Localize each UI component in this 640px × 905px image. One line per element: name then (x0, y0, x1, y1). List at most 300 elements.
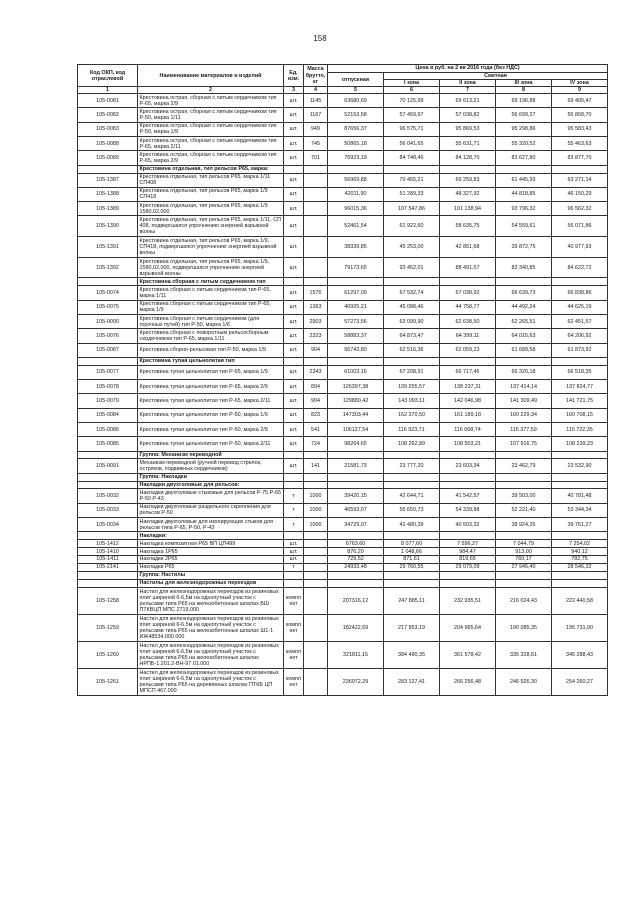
empty-cell (284, 579, 304, 587)
item-mass (304, 614, 328, 641)
item-code: 105-0085 (78, 437, 138, 451)
price-otpusknaya: 76923,19 (328, 151, 384, 165)
item-mass: 1000 (304, 489, 328, 503)
col-number: 5 (328, 87, 384, 94)
item-code: 105-0088 (78, 137, 138, 151)
item-mass: 894 (304, 380, 328, 394)
empty-cell (304, 473, 328, 481)
item-code: 105-0077 (78, 365, 138, 379)
item-unit: т (284, 518, 304, 532)
price-zone-1: 29 760,55 (384, 563, 440, 571)
price-zone-3: 39 503,00 (496, 489, 552, 503)
price-otpusknaya: 34729,07 (328, 518, 384, 532)
price-zone-2: 266 256,48 (440, 668, 496, 695)
item-mass: 904 (304, 343, 328, 357)
item-mass (304, 548, 328, 556)
header-zone-4: IV зона (552, 80, 608, 87)
item-code: 105-1259 (78, 614, 138, 641)
empty-cell (328, 579, 384, 587)
item-unit: компл ект (284, 587, 304, 614)
price-zone-1: 41 480,39 (384, 518, 440, 532)
header-mass: Масса брутто, кг (304, 65, 328, 87)
item-mass: 904 (304, 394, 328, 408)
item-name: Накладки 2Р65 (138, 556, 284, 564)
price-zone-4: 782,75 (552, 556, 608, 564)
item-code: 105-2141 (78, 563, 138, 571)
item-mass (304, 668, 328, 695)
empty-cell (496, 165, 552, 173)
price-zone-3: 216 024,43 (496, 587, 552, 614)
item-name: Крестовина сборная с поворотным рельсосборным сердечником тип Р-65, марка 1/11 (138, 329, 284, 343)
item-mass: 1363 (304, 300, 328, 314)
price-zone-4: 345 288,43 (552, 641, 608, 668)
price-zone-1: 55 650,73 (384, 503, 440, 517)
price-otpusknaya: 40925,21 (328, 300, 384, 314)
header-name: Наименование материалов и изделий (138, 65, 284, 87)
empty-cell (304, 481, 328, 489)
item-code: 105-1388 (78, 187, 138, 201)
price-zone-3: 56 699,27 (496, 108, 552, 122)
table-row (78, 614, 608, 641)
empty-cell (496, 579, 552, 587)
price-zone-3: 61 445,93 (496, 173, 552, 187)
item-code: 105-1261 (78, 668, 138, 695)
group-code-cell (78, 571, 138, 579)
table-row (78, 257, 608, 278)
price-zone-3: 335 328,61 (496, 641, 552, 668)
price-zone-2: 29 079,09 (440, 563, 496, 571)
table-row (78, 548, 608, 556)
item-unit: шт. (284, 300, 304, 314)
price-zone-2: 361 578,42 (440, 641, 496, 668)
empty-cell (440, 481, 496, 489)
price-zone-4: 40 977,93 (552, 237, 608, 258)
item-name: Накладка 1Р65 (138, 548, 284, 556)
empty-cell (440, 532, 496, 540)
price-zone-2: 88 491,57 (440, 257, 496, 278)
empty-cell (384, 579, 440, 587)
header-zone-1: I зона (384, 80, 440, 87)
header-zone-3: III зона (496, 80, 552, 87)
header-zone-2: II зона (440, 80, 496, 87)
price-zone-2: 57 038,82 (440, 108, 496, 122)
price-zone-2: 108 503,21 (440, 437, 496, 451)
table-row (78, 329, 608, 343)
item-mass: 724 (304, 437, 328, 451)
price-zone-3: 44 818,85 (496, 187, 552, 201)
item-name: Крестовина тупая цельнолитая тип Р-65, марка 2/9 (138, 380, 284, 394)
price-zone-1: 283 127,41 (384, 668, 440, 695)
item-name: Крестовина сборно-рельсовая тип Р-50, марка 1/9 (138, 343, 284, 357)
item-mass: 1000 (304, 518, 328, 532)
item-unit: шт. (284, 94, 304, 108)
table-row (78, 503, 608, 517)
item-unit: компл ект (284, 614, 304, 641)
price-zone-3: 83 627,80 (496, 151, 552, 165)
col-number: 1 (78, 87, 138, 94)
empty-cell (384, 357, 440, 365)
price-zone-3: 44 492,24 (496, 300, 552, 314)
col-number: 8 (496, 87, 552, 94)
price-zone-1: 162 370,50 (384, 408, 440, 422)
item-code: 105-0091 (78, 459, 138, 473)
price-zone-2: 69 613,21 (440, 94, 496, 108)
table-body (78, 94, 608, 696)
item-unit: шт. (284, 540, 304, 548)
price-zone-4: 141 721,75 (552, 394, 608, 408)
item-name: Крестовина тупая цельнолитая тип Р-50, марка 1/9 (138, 408, 284, 422)
price-otpusknaya: 729,52 (328, 556, 384, 564)
price-zone-2: 44 758,77 (440, 300, 496, 314)
empty-cell (384, 532, 440, 540)
group-row (78, 481, 608, 489)
col-number: 6 (384, 87, 440, 94)
item-code: 105-1410 (78, 548, 138, 556)
header-code: Код ОКП, код отраслевой (78, 65, 138, 87)
empty-cell (384, 473, 440, 481)
price-zone-3: 190 085,35 (496, 614, 552, 641)
item-name: Крестовина отдельная, тип рельсов Р65, марка 1/9 СП418 (138, 187, 284, 201)
price-zone-1: 64 873,47 (384, 329, 440, 343)
price-zone-4: 66 838,86 (552, 286, 608, 300)
price-zone-4: 137 824,77 (552, 380, 608, 394)
price-zone-3: 95 298,86 (496, 122, 552, 136)
table-row (78, 202, 608, 216)
price-zone-3: 760,17 (496, 556, 552, 564)
item-code: 105-0083 (78, 122, 138, 136)
price-otpusknaya: 96015,36 (328, 202, 384, 216)
item-unit: шт. (284, 187, 304, 201)
empty-cell (496, 473, 552, 481)
price-zone-1: 57 459,97 (384, 108, 440, 122)
empty-cell (552, 571, 608, 579)
price-zone-2: 101 138,94 (440, 202, 496, 216)
item-unit: шт. (284, 314, 304, 328)
price-otpusknaya: 24933,48 (328, 563, 384, 571)
price-zone-1: 247 885,11 (384, 587, 440, 614)
item-name: Накладки Р65 (138, 563, 284, 571)
item-name: Крестовина острая, сборная с литым сердечником тип Р-65, марка 2/11 (138, 137, 284, 151)
group-code-cell (78, 451, 138, 459)
table-row (78, 237, 608, 258)
price-zone-2: 138 237,31 (440, 380, 496, 394)
price-zone-4: 7 254,02 (552, 540, 608, 548)
price-zone-1: 217 953,19 (384, 614, 440, 641)
price-otpusknaya: 147303,44 (328, 408, 384, 422)
empty-cell (328, 165, 384, 173)
table-row (78, 641, 608, 668)
price-zone-4: 160 708,15 (552, 408, 608, 422)
empty-cell (496, 357, 552, 365)
empty-cell (304, 571, 328, 579)
group-row (78, 451, 608, 459)
price-zone-4: 53 344,34 (552, 503, 608, 517)
price-zone-1: 51 289,33 (384, 187, 440, 201)
price-zone-2: 116 068,74 (440, 422, 496, 436)
item-name: Настил для железнодорожных переездов из резиновых плит шириной 6-6,5м на однопутный участок с рельсами типа Р65 на деревянных шпалах ПТКБ ЦП МПСП 467.000 (138, 668, 284, 695)
group-row (78, 473, 608, 481)
item-unit: шт. (284, 122, 304, 136)
price-zone-2: 84 128,70 (440, 151, 496, 165)
group-row (78, 357, 608, 365)
item-mass: 949 (304, 122, 328, 136)
price-zone-2: 55 631,71 (440, 137, 496, 151)
item-mass: 701 (304, 151, 328, 165)
item-mass (304, 257, 328, 278)
item-mass: 2903 (304, 314, 328, 328)
table-row (78, 394, 608, 408)
column-numbers-row (78, 87, 608, 94)
price-zone-1: 67 532,74 (384, 286, 440, 300)
price-zone-4: 195 731,00 (552, 614, 608, 641)
price-zone-1: 384 490,35 (384, 641, 440, 668)
item-name: Крестовина сборная с литым сердечником тип Р-65, марка 1/9 (138, 300, 284, 314)
empty-cell (552, 532, 608, 540)
empty-cell (284, 278, 304, 286)
item-code: 105-0086 (78, 422, 138, 436)
item-mass (304, 563, 328, 571)
item-name: Настил для железнодорожных переездов из резиновых плит шириной 6-6,5м на однопутный участок с рельсами типа Р65 на железобетонных шпалах НРПБ-1.201.2-ВН-97 01.000 (138, 641, 284, 668)
price-zone-4: 55 463,63 (552, 137, 608, 151)
table-row (78, 187, 608, 201)
item-name: Крестовина тупая цельнолитая тип Р-50, марка 2/11 (138, 437, 284, 451)
table-row (78, 216, 608, 237)
price-otpusknaya: 321811,15 (328, 641, 384, 668)
group-row (78, 278, 608, 286)
table-row (78, 108, 608, 122)
price-zone-1: 8 077,60 (384, 540, 440, 548)
item-mass: 2343 (304, 365, 328, 379)
item-unit: шт. (284, 137, 304, 151)
price-zone-4: 61 873,92 (552, 343, 608, 357)
table-header (78, 65, 608, 94)
item-name: Крестовина отдельная, тип рельсов Р65, марка 1/11, СП 408, подвергшаяся упрочнению энергией взрывной волны (138, 216, 284, 237)
empty-cell (328, 278, 384, 286)
item-code: 105-0084 (78, 408, 138, 422)
item-unit: шт. (284, 108, 304, 122)
price-zone-4: 44 625,19 (552, 300, 608, 314)
price-zone-1: 45 088,46 (384, 300, 440, 314)
price-zone-3: 66 639,73 (496, 286, 552, 300)
empty-cell (384, 571, 440, 579)
empty-cell (552, 481, 608, 489)
empty-cell (284, 532, 304, 540)
item-name: Крестовина отдельная, тип рельсов Р65, марка 1/11 СП408 (138, 173, 284, 187)
group-title: Группа: Механизм переводной (138, 451, 284, 459)
header-smetnaya: Сметная (384, 73, 608, 80)
price-zone-4: 95 583,43 (552, 122, 608, 136)
empty-cell (304, 278, 328, 286)
price-otpusknaya: 182422,69 (328, 614, 384, 641)
empty-cell (496, 571, 552, 579)
price-zone-3: 93 796,32 (496, 202, 552, 216)
item-unit: шт. (284, 329, 304, 343)
price-otpusknaya: 87656,37 (328, 122, 384, 136)
price-zone-3: 107 916,75 (496, 437, 552, 451)
item-unit: шт. (284, 459, 304, 473)
price-zone-1: 61 922,60 (384, 216, 440, 237)
item-code: 105-0082 (78, 108, 138, 122)
empty-cell (384, 165, 440, 173)
empty-cell (552, 451, 608, 459)
table-row (78, 365, 608, 379)
price-zone-4: 56 071,86 (552, 216, 608, 237)
item-name: Крестовина острая, сборная с литым сердечником тип Р-50, марка 1/11 (138, 108, 284, 122)
item-code: 105-0032 (78, 489, 138, 503)
price-otpusknaya: 50865,18 (328, 137, 384, 151)
empty-cell (284, 165, 304, 173)
price-otpusknaya: 38339,85 (328, 237, 384, 258)
price-zone-4: 62 451,57 (552, 314, 608, 328)
price-zone-2: 48 327,92 (440, 187, 496, 201)
item-mass: 2323 (304, 329, 328, 343)
price-zone-4: 46 150,29 (552, 187, 608, 201)
price-zone-2: 42 851,68 (440, 237, 496, 258)
empty-cell (552, 579, 608, 587)
item-mass: 823 (304, 408, 328, 422)
item-unit: шт. (284, 556, 304, 564)
price-zone-1: 62 516,36 (384, 343, 440, 357)
price-zone-4: 56 868,70 (552, 108, 608, 122)
empty-cell (328, 473, 384, 481)
group-row (78, 579, 608, 587)
price-zone-3: 38 924,26 (496, 518, 552, 532)
price-zone-2: 23 603,34 (440, 459, 496, 473)
empty-cell (304, 532, 328, 540)
price-zone-4: 69 405,47 (552, 94, 608, 108)
item-name: Крестовина тупая цельнолитая тип Р-50, марка 2/9 (138, 422, 284, 436)
group-title: Накладки: (138, 532, 284, 540)
item-mass (304, 202, 328, 216)
empty-cell (552, 357, 608, 365)
price-zone-3: 23 462,79 (496, 459, 552, 473)
empty-cell (304, 451, 328, 459)
table-row (78, 151, 608, 165)
price-otpusknaya: 6763,60 (328, 540, 384, 548)
item-name: Крестовина тупая цельнолитая тип Р-65, марка 2/11 (138, 394, 284, 408)
price-zone-2: 95 869,53 (440, 122, 496, 136)
price-zone-3: 52 221,40 (496, 503, 552, 517)
table-row (78, 314, 608, 328)
price-zone-4: 254 260,27 (552, 668, 608, 695)
item-code: 105-0089 (78, 151, 138, 165)
price-zone-1: 56 041,65 (384, 137, 440, 151)
item-code: 105-1411 (78, 556, 138, 564)
item-code: 105-0078 (78, 380, 138, 394)
item-name: Накладка композитная Р65 ВП ЦП499 (138, 540, 284, 548)
item-unit: шт. (284, 394, 304, 408)
group-row (78, 532, 608, 540)
price-otpusknaya: 39420,15 (328, 489, 384, 503)
col-number: 3 (284, 87, 304, 94)
item-code: 105-0075 (78, 300, 138, 314)
empty-cell (384, 451, 440, 459)
price-zone-1: 139 255,57 (384, 380, 440, 394)
empty-cell (552, 473, 608, 481)
price-otpusknaya: 61297,09 (328, 286, 384, 300)
item-code: 105-1260 (78, 641, 138, 668)
price-zone-3: 913,00 (496, 548, 552, 556)
price-zone-2: 58 635,75 (440, 216, 496, 237)
price-zone-2: 161 189,18 (440, 408, 496, 422)
empty-cell (328, 451, 384, 459)
item-mass: 1000 (304, 503, 328, 517)
price-otpusknaya: 106127,54 (328, 422, 384, 436)
table-row (78, 556, 608, 564)
table-row (78, 668, 608, 695)
price-zone-3: 39 872,75 (496, 237, 552, 258)
table-row (78, 300, 608, 314)
price-otpusknaya: 57273,56 (328, 314, 384, 328)
price-otpusknaya: 21581,73 (328, 459, 384, 473)
price-zone-2: 819,65 (440, 556, 496, 564)
price-zone-1: 116 923,71 (384, 422, 440, 436)
item-unit: шт. (284, 365, 304, 379)
group-code-cell (78, 481, 138, 489)
price-zone-3: 160 229,34 (496, 408, 552, 422)
item-name: Накладки двухголовые раздельного скрепления для рельсов Р-50 (138, 503, 284, 517)
price-otpusknaya: 52461,54 (328, 216, 384, 237)
empty-cell (304, 357, 328, 365)
group-title: Настилы для железнодорожных переездов (138, 579, 284, 587)
empty-cell (284, 357, 304, 365)
group-title: Крестовина сборная с литым сердечником тип (138, 278, 284, 286)
price-zone-2: 41 542,57 (440, 489, 496, 503)
table-row (78, 286, 608, 300)
price-otpusknaya: 63680,69 (328, 94, 384, 108)
price-zone-2: 7 596,27 (440, 540, 496, 548)
col-number: 4 (304, 87, 328, 94)
price-zone-1: 45 253,00 (384, 237, 440, 258)
item-code: 105-1392 (78, 257, 138, 278)
group-row (78, 165, 608, 173)
price-zone-4: 40 781,48 (552, 489, 608, 503)
group-title: Крестовина тупая цельнолитая тип (138, 357, 284, 365)
price-otpusknaya: 46593,07 (328, 503, 384, 517)
empty-cell (304, 579, 328, 587)
col-number: 2 (138, 87, 284, 94)
item-name: Крестовина сборная с литым сердечником (для горочных путей) тип Р-50, марка 1/6 (138, 314, 284, 328)
item-name: Крестовина отдельная, тип рельсов Р65, марка 1/9, 1580.02.000, подвергшаяся упрочнению энергией взрывной волны (138, 257, 284, 278)
page-number: 158 (313, 34, 327, 43)
item-mass: 745 (304, 137, 328, 151)
empty-cell (384, 481, 440, 489)
price-zone-1: 84 748,46 (384, 151, 440, 165)
item-code: 105-1412 (78, 540, 138, 548)
table-row (78, 459, 608, 473)
item-mass: 1145 (304, 94, 328, 108)
col-number: 7 (440, 87, 496, 94)
header-unit: Ед. изм. (284, 65, 304, 87)
price-zone-4: 222 440,58 (552, 587, 608, 614)
price-zone-1: 107 547,86 (384, 202, 440, 216)
price-zone-1: 70 455,21 (384, 173, 440, 187)
price-zone-2: 64 399,11 (440, 329, 496, 343)
price-zone-1: 1 048,66 (384, 548, 440, 556)
price-otpusknaya: 876,20 (328, 548, 384, 556)
table-row (78, 137, 608, 151)
table-row (78, 587, 608, 614)
item-mass: 141 (304, 459, 328, 473)
item-code: 105-1387 (78, 173, 138, 187)
price-zone-1: 96 575,71 (384, 122, 440, 136)
item-mass (304, 641, 328, 668)
price-zone-3: 141 309,49 (496, 394, 552, 408)
price-zone-1: 23 777,20 (384, 459, 440, 473)
group-code-cell (78, 532, 138, 540)
item-name: Крестовина острая, сборная с литым сердечником тип Р-65, марка 2/9 (138, 151, 284, 165)
price-otpusknaya: 98264,65 (328, 437, 384, 451)
